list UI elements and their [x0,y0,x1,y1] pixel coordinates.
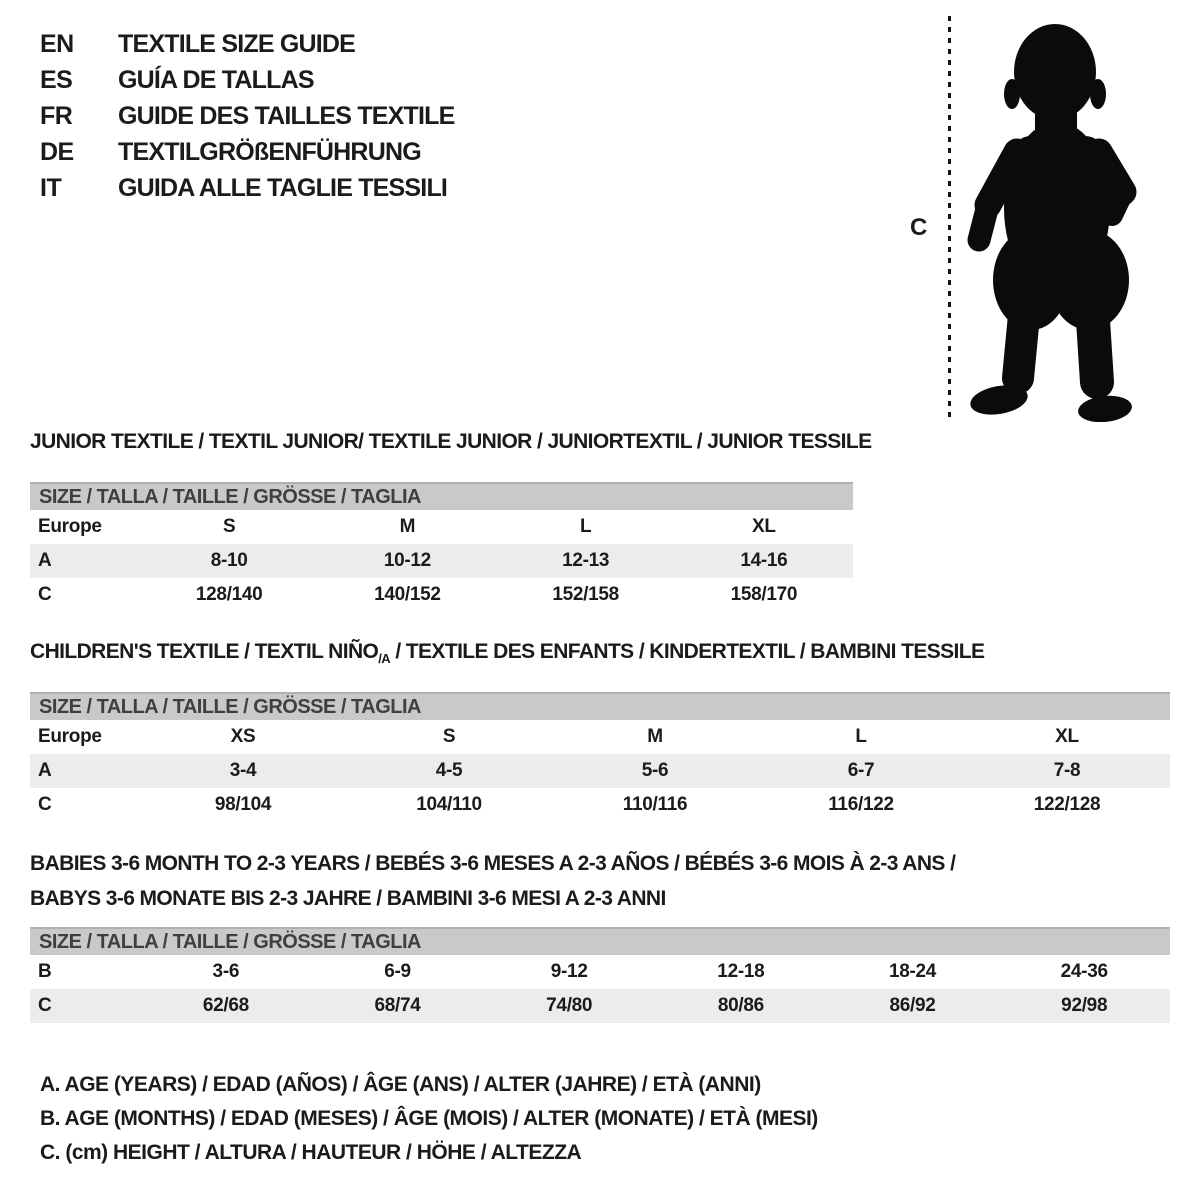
months-cell: 12-18 [717,961,765,982]
children-title-sub: /A [378,651,391,667]
junior-size-table [30,482,853,612]
row-label: Europe [38,516,102,537]
language-title: TEXTILGRÖßENFÜHRUNG [118,137,421,166]
babies-title-line1: BABIES 3-6 MONTH TO 2-3 YEARS / BEBÉS 3-6 MESES A 2-3 AÑOS / BÉBÉS 3-6 MOIS À 2-3 ANS / [30,852,956,875]
language-code: ES [40,65,73,94]
months-cell: 6-9 [384,961,411,982]
age-cell: 14-16 [740,550,788,571]
junior-section-title: JUNIOR TEXTILE / TEXTIL JUNIOR/ TEXTILE JUNIOR / JUNIORTEXTIL / JUNIOR TESSILE [30,430,872,453]
height-cell: 152/158 [552,584,619,605]
size-cell: XL [752,516,776,537]
height-dashed-line [948,16,951,418]
language-row [40,134,455,170]
language-title: GUIDA ALLE TAGLIE TESSILI [118,173,448,202]
language-title: TEXTILE SIZE GUIDE [118,29,356,58]
size-cell: M [399,516,416,537]
size-cell: XS [230,726,256,747]
age-cell: 6-7 [847,760,875,781]
babies-months-row [30,955,1170,989]
babies-height-row [30,989,1170,1023]
row-label: C [38,794,52,815]
height-cell: 116/122 [828,794,894,815]
children-title-part: CHILDREN'S TEXTILE / TEXTIL NIÑO [30,640,379,663]
junior-size-table-header: SIZE / TALLA / TAILLE / GRÖSSE / TAGLIA [30,482,853,510]
children-section-title [30,640,984,666]
height-cell: 92/98 [1061,995,1108,1016]
legend-line-c: C. (cm) HEIGHT / ALTURA / HAUTEUR / HÖHE / ALTEZZA [40,1141,582,1164]
legend-line-a: A. AGE (YEARS) / EDAD (AÑOS) / ÂGE (ANS) / ALTER (JAHRE) / ETÀ (ANNI) [40,1073,761,1096]
children-size-table-header: SIZE / TALLA / TAILLE / GRÖSSE / TAGLIA [30,692,1170,720]
height-cell: 74/80 [546,995,593,1016]
height-marker-label: C [910,214,928,241]
height-cell: 80/86 [717,995,764,1016]
months-cell: 9-12 [550,961,588,982]
size-cell: M [647,726,663,747]
height-cell: 104/110 [416,794,482,815]
row-label: B [38,961,52,982]
language-title: GUÍA DE TALLAS [118,65,314,94]
age-cell: 3-4 [229,760,257,781]
junior-height-row [30,578,853,612]
age-cell: 10-12 [383,550,431,571]
months-cell: 24-36 [1060,961,1108,982]
babies-size-table [30,927,1170,1023]
legend-line-b: B. AGE (MONTHS) / EDAD (MESES) / ÂGE (MOIS) / ALTER (MONATE) / ETÀ (MESI) [40,1107,818,1130]
children-height-row [30,788,1170,822]
age-cell: 7-8 [1053,760,1081,781]
children-size-table [30,692,1170,822]
height-cell: 122/128 [1033,794,1101,815]
age-cell: 8-10 [210,550,248,571]
age-cell: 5-6 [641,760,669,781]
size-cell: L [579,516,592,537]
height-cell: 110/116 [622,794,688,815]
row-label: C [38,995,52,1016]
children-title-part: / TEXTILE DES ENFANTS / KINDERTEXTIL / BAMBINI TESSILE [390,640,985,663]
language-row [40,170,455,206]
legend [40,1068,818,1170]
age-cell: 12-13 [562,550,610,571]
row-label: A [38,760,52,781]
language-title: GUIDE DES TAILLES TEXTILE [118,101,455,130]
language-code: IT [40,173,62,202]
size-cell: L [855,726,867,747]
babies-title-line2: BABYS 3-6 MONATE BIS 2-3 JAHRE / BAMBINI 3-6 MESI A 2-3 ANNI [30,887,666,910]
row-label: A [38,550,52,571]
babies-size-table-header: SIZE / TALLA / TAILLE / GRÖSSE / TAGLIA [30,927,1170,955]
row-label: Europe [38,726,102,747]
language-code: DE [40,137,74,166]
height-cell: 128/140 [195,584,263,605]
size-cell: XL [1055,726,1079,747]
size-cell: S [442,726,456,747]
language-list [40,26,455,206]
junior-region-row [30,510,853,544]
months-cell: 18-24 [888,961,937,982]
height-cell: 62/68 [202,995,249,1016]
height-cell: 98/104 [214,794,272,815]
row-label: C [38,584,52,605]
height-cell: 140/152 [374,584,441,605]
junior-age-row [30,544,853,578]
size-cell: S [222,516,236,537]
months-cell: 3-6 [212,961,240,982]
height-cell: 86/92 [889,995,936,1016]
language-code: EN [40,29,74,58]
children-age-row [30,754,1170,788]
babies-section-title [30,846,955,916]
language-row [40,98,455,134]
age-cell: 4-5 [435,760,463,781]
toddler-silhouette-icon [955,20,1145,422]
height-cell: 68/74 [374,995,421,1016]
children-region-row [30,720,1170,754]
language-row [40,26,455,62]
language-row [40,62,455,98]
language-code: FR [40,101,73,130]
height-cell: 158/170 [730,584,798,605]
